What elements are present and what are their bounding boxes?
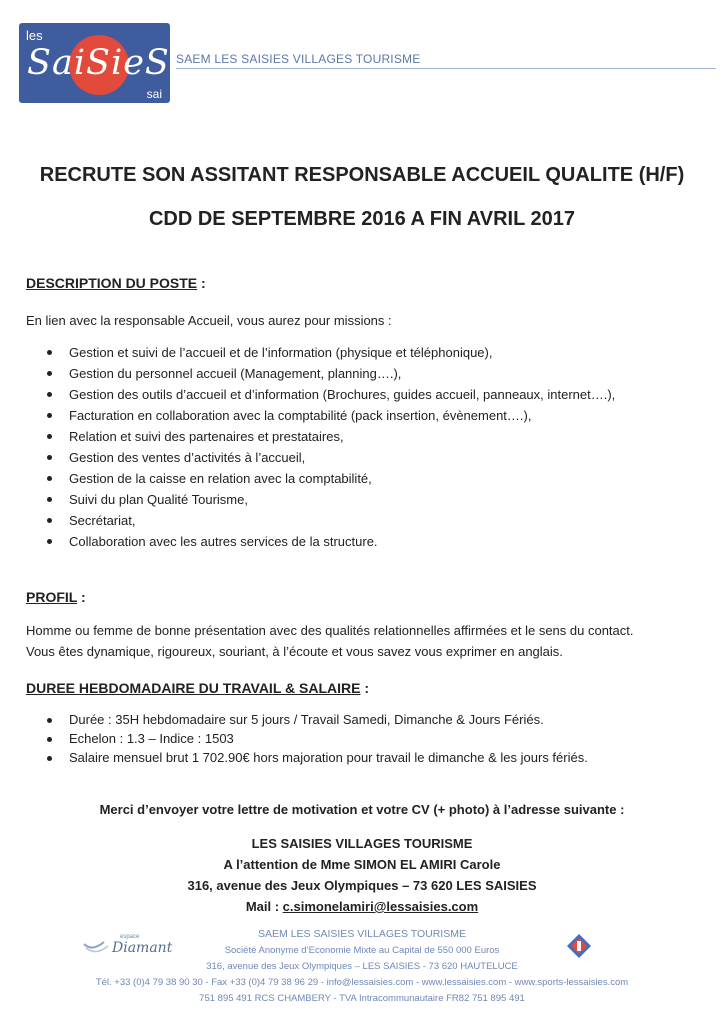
logo-top-text: les [26, 28, 43, 43]
contact-address: 316, avenue des Jeux Olympiques – 73 620 LES SAISIES [187, 878, 537, 893]
mail-label: Mail : [245, 899, 283, 914]
contact-mail [0, 899, 724, 914]
list-item: Gestion des ventes d’activités à l’accueil, [44, 447, 615, 468]
footer-company: SAEM LES SAISIES VILLAGES TOURISME [258, 928, 466, 940]
duree-heading [26, 680, 369, 696]
list-item: Gestion de la caisse en relation avec la comptabilité, [44, 468, 615, 489]
contact-attention: A l’attention de Mme SIMON EL AMIRI Carole [223, 857, 501, 872]
contact-organization: LES SAISIES VILLAGES TOURISME [251, 836, 473, 851]
list-item: Secrétariat, [44, 510, 615, 531]
profil-line-1: Homme ou femme de bonne présentation avec des qualités relationnelles affirmées et le sens du contact. [26, 623, 634, 638]
list-item: Gestion des outils d’accueil et d’information (Brochures, guides accueil, panneaux, internet….), [44, 384, 615, 405]
list-item: Echelon : 1.3 – Indice : 1503 [44, 729, 588, 748]
description-heading-suffix: : [197, 275, 206, 291]
footer-address: 316, avenue des Jeux Olympiques – LES SAISIES - 73 620 HAUTELUCE [206, 961, 518, 972]
document-title: RECRUTE SON ASSITANT RESPONSABLE ACCUEIL QUALITE (H/F) [39, 164, 685, 186]
list-item: Collaboration avec les autres services de la structure. [44, 531, 615, 552]
list-item: Gestion du personnel accueil (Management, planning….), [44, 363, 615, 384]
list-item: Gestion et suivi de l’accueil et de l’information (physique et téléphonique), [44, 342, 615, 363]
profil-heading-text: PROFIL [26, 589, 78, 605]
footer-registration: 751 895 491 RCS CHAMBERY - TVA Intracommunautaire FR82 751 895 491 [199, 993, 525, 1004]
description-intro: En lien avec la responsable Accueil, vous aurez pour missions : [26, 313, 392, 328]
footer-contact: Tél. +33 (0)4 79 38 90 30 - Fax +33 (0)4 79 38 96 29 - info@lessaisies.com - www.lessaisies.com - www.sports-lessaisies.com [95, 977, 629, 988]
missions-list [44, 342, 615, 552]
document-subtitle: CDD DE SEPTEMBRE 2016 A FIN AVRIL 2017 [148, 208, 576, 230]
description-heading [26, 275, 206, 291]
list-item: Durée : 35H hebdomadaire sur 5 jours / Travail Samedi, Dimanche & Jours Fériés. [44, 710, 588, 729]
duree-heading-suffix: : [360, 680, 370, 696]
list-item: Facturation en collaboration avec la comptabilité (pack insertion, évènement….), [44, 405, 615, 426]
footer-legal-form: Société Anonyme d’Economie Mixte au Capital de 550 000 Euros [224, 945, 500, 956]
application-request: Merci d’envoyer votre lettre de motivation et votre CV (+ photo) à l’adresse suivante : [99, 802, 625, 817]
profil-heading-suffix: : [77, 589, 86, 605]
logo-small-text: espace [120, 934, 140, 940]
list-item: Relation et suivi des partenaires et prestataires, [44, 426, 615, 447]
logo-name: SaiSieS [27, 43, 170, 83]
list-item: Salaire mensuel brut 1 702.90€ hors majoration pour travail le dimanche & les jours fériés. [44, 748, 588, 767]
list-item: Suivi du plan Qualité Tourisme, [44, 489, 615, 510]
mail-link[interactable]: c.simonelamiri@lessaisies.com [282, 899, 479, 914]
logo-text: Diamant [112, 940, 173, 956]
company-logo [19, 23, 170, 103]
profil-heading [26, 589, 86, 605]
description-heading-text: DESCRIPTION DU POSTE [26, 275, 198, 291]
header-company-name: SAEM LES SAISIES VILLAGES TOURISME [176, 52, 421, 66]
duree-list [44, 710, 588, 767]
logo-bottom-text: sai [146, 87, 162, 101]
duree-heading-text: DUREE HEBDOMADAIRE DU TRAVAIL & SALAIRE [26, 680, 361, 696]
header-divider [176, 68, 716, 69]
profil-line-2: Vous êtes dynamique, rigoureux, souriant, à l’écoute et vous savez vous exprimer en anglais. [26, 644, 563, 659]
